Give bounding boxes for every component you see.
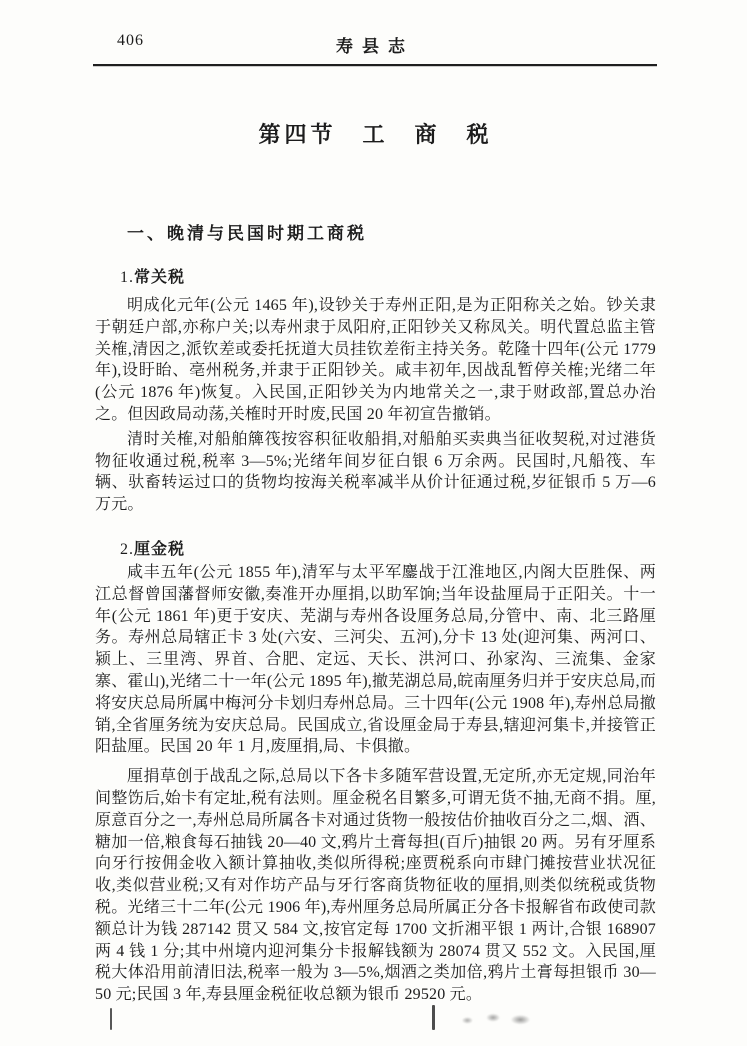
- heading-number: 2.: [120, 540, 134, 558]
- scan-artifact-smudge: [458, 1012, 536, 1026]
- paragraph-lijinshui-1: 咸丰五年(公元 1855 年),清军与太平军鏖战于江淮地区,内阁大臣胜保、两江总督曾国藩督师安徽,奏准开办厘捐,以助军饷;当年设盐厘局于正阳关。十一年(公元 1861 年)更于安庆、芜湖与寿州各设厘务总局,分管中、南、北三路厘务。寿州总局辖正卡 3 处(六安、三河尖、五河),分卡 13 处(迎河集、两河口、颍上、三里湾、界首、合肥、定远、天长、洪河口、孙家沟、三流集、金家寨、霍山),光绪二十一年(公元 1895 年),撤芜湖总局,皖南厘务归并于安庆总局,而将安庆总局所属中梅河分卡划归寿州总局。三十四年(公元 1908 年),寿州总局撤销,全省厘务统为安庆总局。民国成立,省设厘金局于寿县,辖迎河集卡,并接管正阳盐厘。民国 20 年 1 月,废厘捐,局、卡俱撤。: [95, 563, 656, 756]
- heading-text: 厘金税: [134, 540, 186, 558]
- heading-text: 常关税: [134, 269, 186, 286]
- paragraph-lijinshui-2: 厘捐草创于战乱之际,总局以下各卡多随军营设置,无定所,亦无定规,同治年间整饬后,始卡有定址,税有法则。厘金税名目繁多,可谓无货不抽,无商不捐。厘,原意百分之一,寿州总局所属各卡对通过货物一般按估价抽收百分之二,烟、酒、糖加一倍,粮食每石抽钱 20—40 文,鸦片土膏每担(百斤)抽银 20 两。另有牙厘系向牙行按佣金收入额计算抽收,类似所得税;座贾税系向市肆门摊按营业状况征收,类似营业税;又有对作坊产品与牙行客商货物征收的厘捐,则类似统税或货物税。光绪三十二年(公元 1906 年),寿州厘务总局所属正分各卡报解省布政使司款额总计为钱 287142 贯又 584 文,按官定每 1700 文折湘平银 1 两计,合银 168907 两 4 钱 1 分;其中州境内迎河集分卡报解钱额为 28074 贯又 552 文。入民国,厘税大体沿用前清旧法,税率一般为 3—5%,烟酒之类加倍,鸦片土膏每担银币 30—50 元;民国 3 年,寿县厘金税征收总额为银币 29520 元。: [95, 768, 656, 1004]
- heading-number: 1.: [120, 269, 134, 286]
- paragraph-changguanshui-1: 明成化元年(公元 1465 年),设钞关于寿州正阳,是为正阳称关之始。钞关隶于朝廷户部,亦称户关;以寿州隶于凤阳府,正阳钞关又称凤关。明代置总监主管关榷,清因之,派钦差或委托抚道大员挂钦差衔主持关务。乾隆十四年(公元 1779 年),设盱眙、亳州税务,并隶于正阳钞关。咸丰初年,因战乱暂停关榷;光绪二年(公元 1876 年)恢复。入民国,正阳钞关为内地常关之一,隶于财政部,置总办治之。但因政局动荡,关榷时开时废,民国 20 年初宣告撤销。: [95, 297, 656, 423]
- scan-artifact-tick: [110, 1008, 112, 1030]
- paragraph-changguanshui-2: 清时关榷,对船舶簰筏按容积征收船捐,对船舶买卖典当征收契税,对过港货物征收通过税,税率 3—5%;光绪年间岁征白银 6 万余两。民国时,凡船筏、车辆、驮畜转运过口的货物均按海关税率减半从价计征通过税,岁征银币 5 万—6 万元。: [95, 430, 656, 514]
- page-content: [95, 0, 656, 1006]
- scan-artifact-tick: [432, 1005, 435, 1030]
- book-title: 寿县志: [336, 37, 414, 56]
- section-title: 第四节 工 商 税: [258, 122, 493, 147]
- page-number: 406: [117, 32, 144, 49]
- heading-lijinshui: [120, 536, 656, 559]
- heading-changguanshui: [120, 264, 656, 287]
- subsection-title: 一、晚清与民国时期工商税: [127, 224, 367, 243]
